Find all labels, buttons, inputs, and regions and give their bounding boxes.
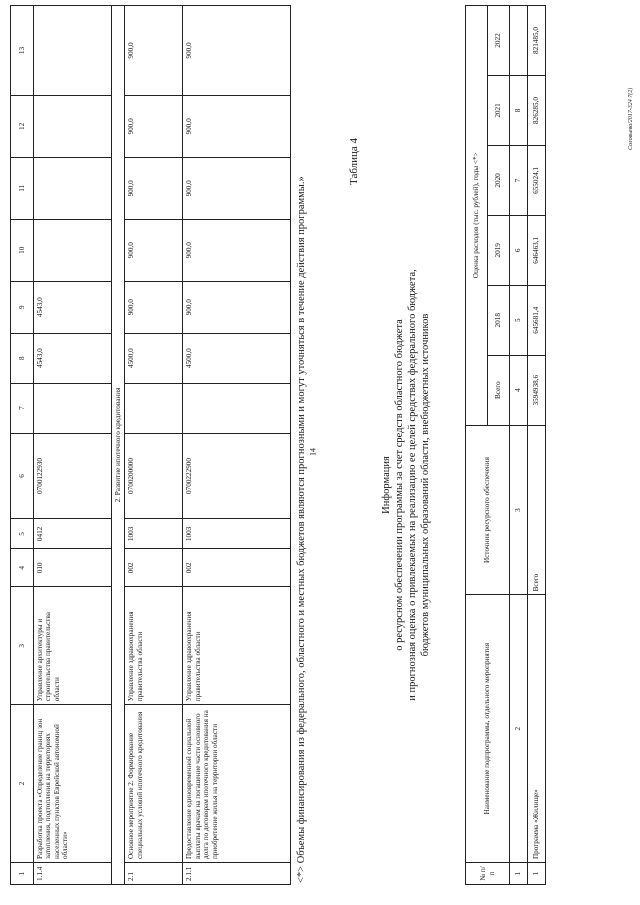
cell: 4500,0 [183, 333, 291, 383]
cell: 1003 [183, 519, 291, 549]
table-row [528, 6, 546, 885]
cell: 010 [34, 549, 112, 587]
cell: 4543,0 [34, 281, 112, 333]
year-value: 645681,4 [528, 285, 546, 355]
col-number: 2 [11, 705, 34, 863]
header-year: 2019 [488, 215, 510, 285]
section-title: 2. Развитие ипотечного кредитования [112, 6, 125, 885]
cell [183, 383, 291, 433]
cell: 900,0 [183, 6, 291, 96]
heading-line: Информация [381, 456, 392, 514]
col-number: 11 [11, 157, 34, 219]
year-value: 646463,1 [528, 215, 546, 285]
cell: 002 [183, 549, 291, 587]
col-number: 4 [11, 549, 34, 587]
cell [34, 6, 112, 96]
header-num: № п/п [466, 863, 510, 885]
cell: 4543,0 [34, 333, 112, 383]
row-num: 2.1.1 [183, 863, 291, 885]
col-number: 4 [510, 355, 528, 425]
activity-name: Предоставление единовременной социальной выплаты врачам на погашение части основного долга по договорам ипотечного кредитования на приобретение жилья на территории области [183, 705, 291, 863]
col-number: 8 [510, 76, 528, 146]
col-number: 2 [510, 595, 528, 863]
cell [125, 383, 183, 433]
col-number: 13 [11, 6, 34, 96]
cell: 0700200000 [125, 433, 183, 519]
table-row [34, 6, 112, 885]
col-number: 5 [510, 285, 528, 355]
header-estimate: Оценка расходов (тыс. рублей), годы <*> [466, 6, 488, 426]
document-stamp: Соловьева/2017-324 7(2) [628, 87, 634, 150]
year-value: 826285,0 [528, 76, 546, 146]
cell [34, 219, 112, 281]
source: Всего [528, 425, 546, 595]
cell: 900,0 [125, 6, 183, 96]
header-name: Наименование подпрограммы, отдельного мероприятия [466, 595, 510, 863]
page-number: 14 [308, 448, 318, 456]
col-number: 12 [11, 95, 34, 157]
cell: 900,0 [183, 219, 291, 281]
cell [34, 383, 112, 433]
row-num: 1.1.4 [34, 863, 112, 885]
activity-name: Основное мероприятие 2. Формирование специальных условий ипотечного кредитования [125, 705, 183, 863]
col-number: 6 [510, 215, 528, 285]
cell: 900,0 [125, 281, 183, 333]
col-number: 7 [510, 145, 528, 215]
section-heading [380, 185, 433, 785]
year-value: 821485,0 [528, 6, 546, 76]
cell [34, 95, 112, 157]
cell: 900,0 [125, 95, 183, 157]
table-row [183, 6, 291, 885]
header-year: 2020 [488, 145, 510, 215]
cell: 4500,0 [125, 333, 183, 383]
section-row [112, 6, 125, 885]
header-source: Источник ресурсного обеспечения [466, 425, 510, 595]
col-number: 9 [11, 281, 34, 333]
cell: 0700222900 [183, 433, 291, 519]
col-number: 7 [11, 383, 34, 433]
program-name: Программа «Жилище» [528, 595, 546, 863]
header-total: Всего [488, 355, 510, 425]
col-number: 1 [11, 863, 34, 885]
heading-line: о ресурсном обеспечении программы за счет средств областного бюджета [394, 319, 406, 651]
heading-line: и прогнозная оценка о привлекаемых на реализацию ее целей средствах федерального бюджета, [407, 269, 419, 701]
footnote: <*> Объемы финансирования из федерального, областного и местных бюджетов являются прогнозными и могут уточняться в течение действия программы.» [296, 176, 307, 883]
col-number: 6 [11, 433, 34, 519]
col-number: 3 [11, 587, 34, 705]
program-activities-table [10, 5, 291, 885]
header-year: 2018 [488, 285, 510, 355]
column-number-row [11, 6, 34, 885]
activity-name: Разработка проекта «Определение границ зон затопления, подтопления на территориях населенных пунктов Еврейской автономной области» [34, 705, 112, 863]
table-label: Таблица 4 [348, 137, 360, 185]
heading-line: бюджетов муниципальных образований области, внебюджетных источников [420, 313, 432, 657]
col-number: 1 [510, 863, 528, 885]
resource-table [465, 5, 546, 885]
cell: 900,0 [125, 219, 183, 281]
col-number: 10 [11, 219, 34, 281]
year-value: 655024,1 [528, 145, 546, 215]
col-number: 5 [11, 519, 34, 549]
table-row [125, 6, 183, 885]
col-number: 3 [510, 425, 528, 595]
col-number: 8 [11, 333, 34, 383]
row-num: 1 [528, 863, 546, 885]
cell [34, 157, 112, 219]
total-value: 3594938,6 [528, 355, 546, 425]
cell: 0412 [34, 519, 112, 549]
cell: 002 [125, 549, 183, 587]
cell: 900,0 [183, 281, 291, 333]
header-year: 2022 [488, 6, 510, 76]
cell: 1003 [125, 519, 183, 549]
executor: Управление архитектуры и строительства правительства области [34, 587, 112, 705]
cell: 900,0 [183, 95, 291, 157]
cell: 900,0 [125, 157, 183, 219]
cell: 0700122930 [34, 433, 112, 519]
header-year: 2021 [488, 76, 510, 146]
executor: Управление здравоохранения правительства области [125, 587, 183, 705]
col-number [510, 6, 528, 76]
cell: 900,0 [183, 157, 291, 219]
row-num: 2.1 [125, 863, 183, 885]
executor: Управление здравоохранения правительства области [183, 587, 291, 705]
